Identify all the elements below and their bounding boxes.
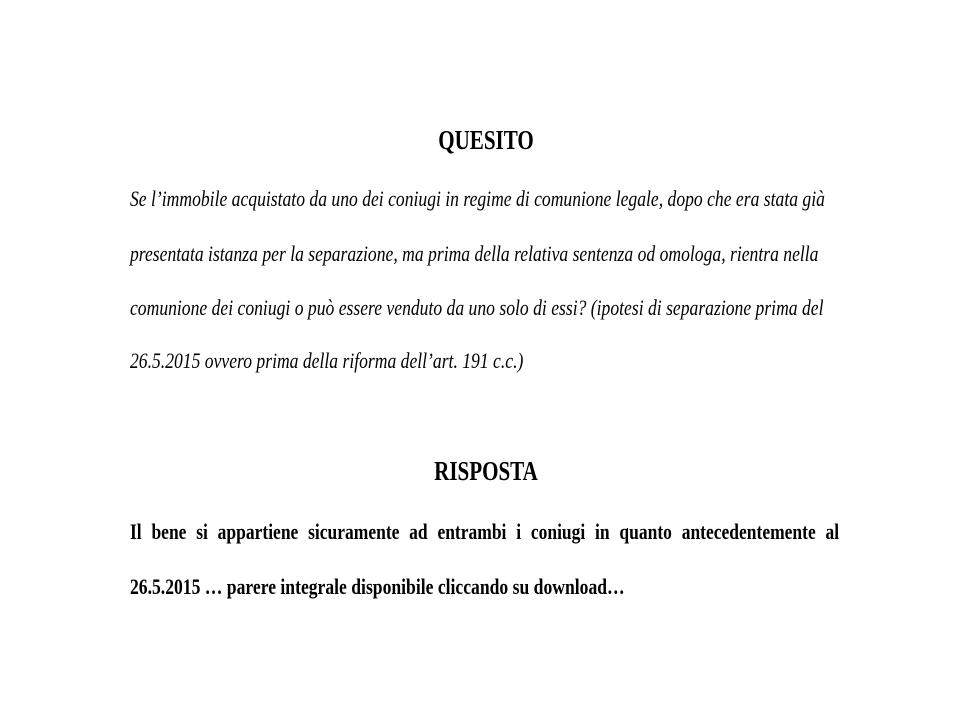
answer-heading: RISPOSTA — [434, 456, 538, 486]
answer-word: i — [516, 519, 522, 544]
question-line-3: comunione dei coniugi o può essere venduto da uno solo di essi? (ipotesi di separazione prima del — [130, 295, 824, 320]
answer-word: si — [196, 519, 208, 544]
question-line-4: 26.5.2015 ovvero prima della riforma dell’art. 191 c.c.) — [130, 348, 524, 373]
answer-word: entrambi — [437, 519, 507, 544]
answer-word: ad — [409, 519, 428, 544]
answer-word: Il — [130, 519, 142, 544]
question-heading: QUESITO — [438, 125, 534, 155]
question-line-2: presentata istanza per la separazione, ma prima della relativa sentenza od omologa, rientra nella — [130, 241, 819, 266]
answer-line-1 — [130, 519, 839, 545]
answer-word: appartiene — [217, 519, 299, 544]
answer-word: al — [825, 519, 840, 544]
answer-word: quanto — [619, 519, 672, 544]
answer-word: in — [595, 519, 610, 544]
answer-word: coniugi — [530, 519, 586, 544]
answer-line-2: 26.5.2015 … parere integrale disponibile cliccando su download… — [130, 574, 625, 599]
question-line-1: Se l’immobile acquistato da uno dei coniugi in regime di comunione legale, dopo che era stata già — [130, 186, 825, 211]
answer-word: antecedentemente — [681, 519, 816, 544]
answer-word: sicuramente — [308, 519, 400, 544]
answer-word: bene — [151, 519, 187, 544]
